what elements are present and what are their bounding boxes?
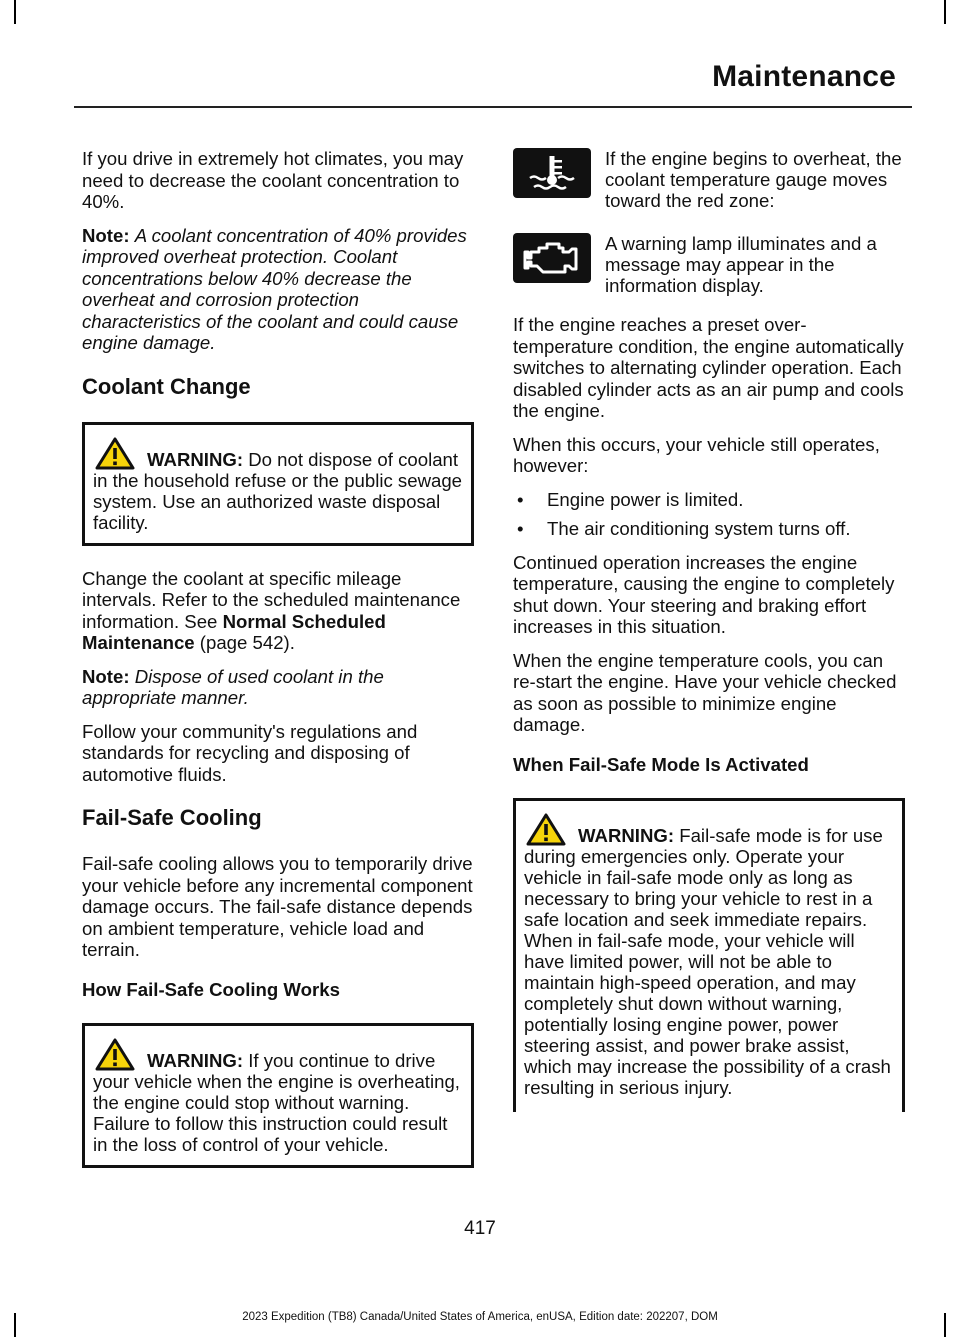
bullet-list [513, 489, 905, 540]
subsection-heading-how-it-works: How Fail-Safe Cooling Works [82, 978, 340, 1000]
paragraph: When this occurs, your vehicle still operates, however: [513, 433, 880, 476]
section-heading-fail-safe-cooling: Fail-Safe Cooling [82, 805, 262, 830]
warning-box [82, 422, 474, 546]
warning-label: WARNING: [147, 1049, 244, 1071]
header-divider [74, 106, 912, 108]
warning-text: If you continue to drive your vehicle when the engine is overheating, the engine could stop without warning. Failure to follow this instruction could result in the loss of control of your vehicle. [93, 1049, 460, 1155]
list-item: • Engine power is limited. [513, 489, 905, 511]
warning-label: WARNING: [147, 448, 244, 470]
warning-triangle-icon [95, 437, 135, 470]
paragraph: Follow your community's regulations and standards for recycling and disposing of automotive fluids. [82, 720, 418, 785]
warning-text: Fail-safe mode is for use during emergencies only. Operate your vehicle in fail-safe mode only as long as necessary to bring your vehicle to rest in a safe location and seek immediate repairs. When in fail-safe mode, your vehicle will have limited power, will not be able to maintain high-speed operation, and may completely shut down without warning, potentially losing engine power, power steering assist, and power brake assist, which may increase the possibility of a crash resulting in serious injury. [524, 824, 891, 1098]
cross-reference-link[interactable]: Normal Scheduled Maintenance [82, 610, 386, 653]
paragraph [82, 568, 474, 654]
page-reference: (page 542). [194, 632, 295, 653]
footer-edition-info: 2023 Expedition (TB8) Canada/United States of America, enUSA, Edition date: 202207, DOM [242, 1311, 718, 1323]
crop-mark [944, 0, 946, 24]
coolant-temperature-row [513, 148, 905, 211]
note-text: A coolant concentration of 40% provides improved overheat protection. Coolant concentrations below 40% decrease the overheat and corrosion protection characteristics of the coolant and could cause engine damage. [82, 224, 467, 353]
engine-warning-icon [513, 233, 591, 283]
subsection-heading-when-activated: When Fail-Safe Mode Is Activated [513, 753, 809, 775]
note-label: Note: [82, 665, 130, 687]
engine-warning-row [513, 233, 905, 296]
icon-description: If the engine begins to overheat, the coolant temperature gauge moves toward the red zone: [605, 148, 902, 211]
section-heading-coolant-change: Coolant Change [82, 373, 251, 399]
note [82, 225, 474, 354]
icon-description: A warning lamp illuminates and a message may appear in the information display. [605, 233, 877, 296]
coolant-temperature-icon [513, 148, 591, 198]
warning-box [82, 1023, 474, 1168]
right-column [513, 148, 905, 1134]
crop-mark [14, 0, 16, 24]
left-column [82, 148, 474, 1190]
note-text: Dispose of used coolant in the appropriate manner. [82, 665, 384, 708]
note [82, 666, 474, 709]
paragraph: Fail-safe cooling allows you to temporarily drive your vehicle before any incremental component damage occurs. The fail-safe distance depends on ambient temperature, vehicle load and terrain. [82, 853, 473, 960]
paragraph-text: Change the coolant at specific mileage intervals. Refer to the scheduled maintenance information. See [82, 567, 461, 632]
note-label: Note: [82, 224, 130, 246]
page-number: 417 [464, 1218, 496, 1239]
warning-box [513, 798, 905, 1112]
warning-triangle-icon [526, 813, 566, 846]
paragraph: When the engine temperature cools, you can re-start the engine. Have your vehicle checked as soon as possible to minimize engine damage. [513, 649, 897, 735]
warning-triangle-icon [95, 1038, 135, 1071]
warning-text: Do not dispose of coolant in the household refuse or the public sewage system. Use an authorized waste disposal facility. [93, 448, 463, 533]
paragraph: Continued operation increases the engine temperature, causing the engine to completely shut down. Your steering and braking effort increases in this situation. [513, 551, 895, 637]
paragraph: If you drive in extremely hot climates, you may need to decrease the coolant concentration to 40%. [82, 148, 464, 212]
list-item: • The air conditioning system turns off. [513, 518, 905, 540]
page-title: Maintenance [712, 60, 896, 93]
warning-label: WARNING: [578, 824, 675, 846]
paragraph: If the engine reaches a preset over-temperature condition, the engine automatically switches to alternating cylinder operation. Each disabled cylinder acts as an air pump and cools the engine. [513, 314, 904, 421]
